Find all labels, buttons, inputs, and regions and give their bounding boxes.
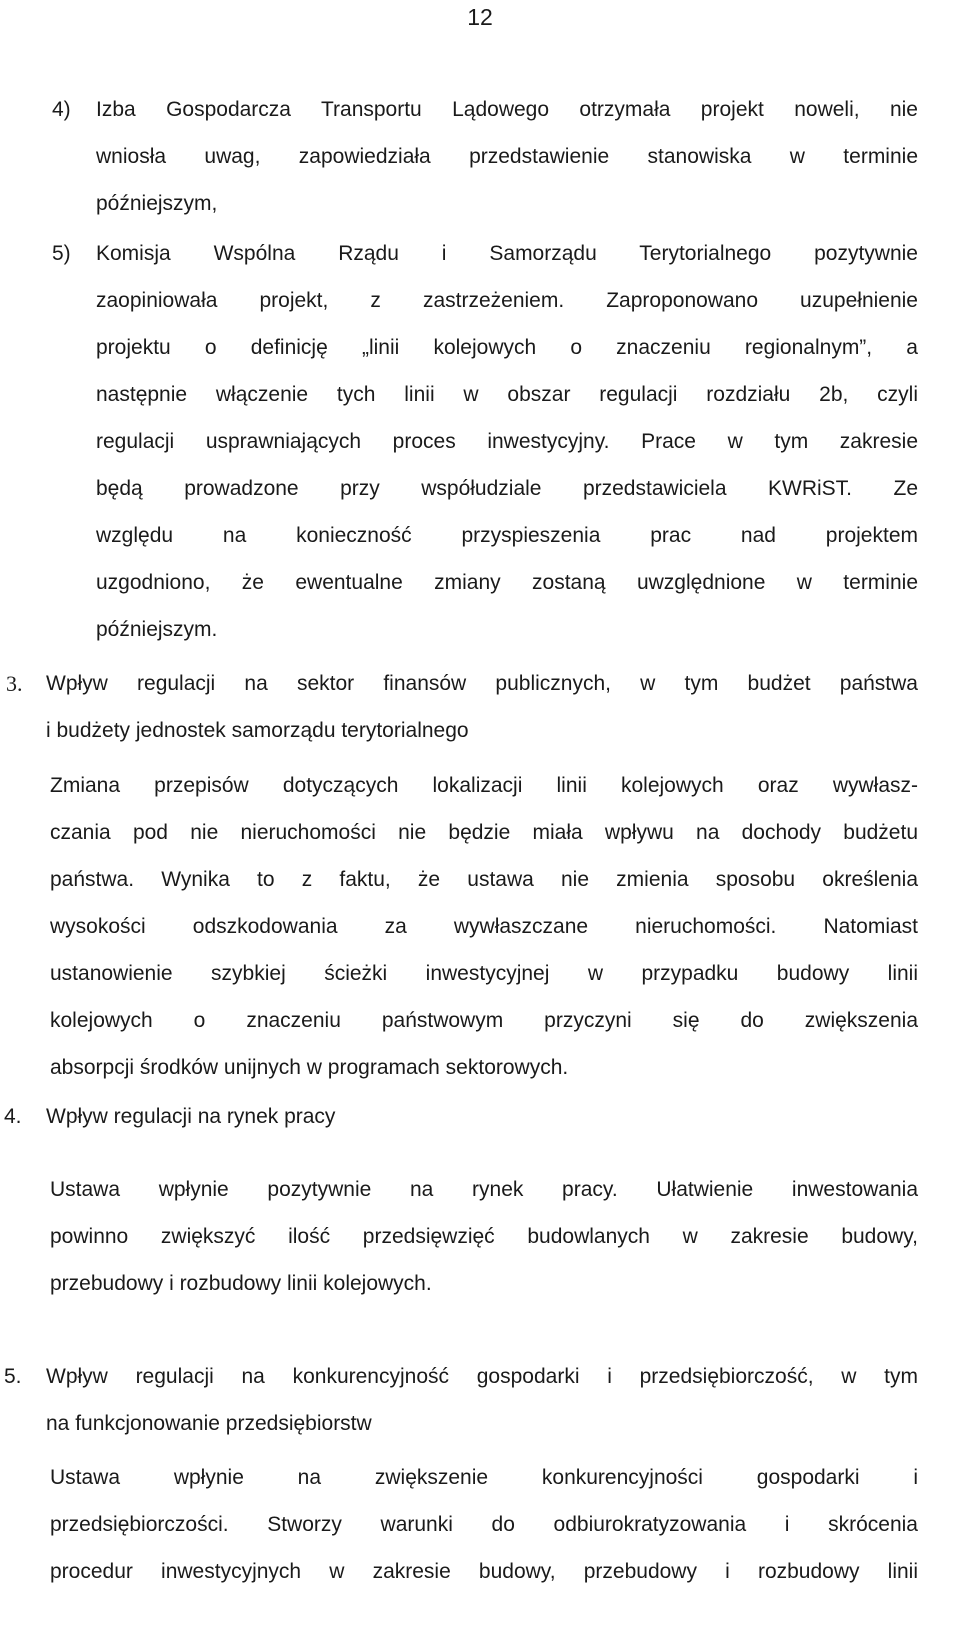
text-line: czania pod nie nieruchomości nie będzie miała wpływu na dochody budżetu bbox=[50, 821, 918, 844]
section-4-body bbox=[50, 1166, 918, 1307]
text-line: absorpcji środków unijnych w programach sektorowych. bbox=[50, 1056, 569, 1079]
heading-line: i budżety jednostek samorządu terytorialnego bbox=[46, 719, 469, 742]
section-3-heading bbox=[46, 660, 918, 754]
opinion-4-text bbox=[96, 86, 918, 227]
text-line: uzgodniono, że ewentualne zmiany zostaną uwzględnione w terminie bbox=[96, 571, 918, 594]
text-line: kolejowych o znaczeniu państwowym przyczyni się do zwiększenia bbox=[50, 1009, 918, 1032]
text-line: późniejszym. bbox=[96, 618, 218, 641]
heading-line: Wpływ regulacji na rynek pracy bbox=[46, 1105, 336, 1128]
text-line: przedsiębiorczości. Stworzy warunki do odbiurokratyzowania i skrócenia bbox=[50, 1513, 918, 1536]
text-line: procedur inwestycyjnych w zakresie budowy, przebudowy i rozbudowy linii bbox=[50, 1560, 918, 1583]
text-line: powinno zwiększyć ilość przedsięwzięć budowlanych w zakresie budowy, bbox=[50, 1225, 918, 1248]
text-line: Komisja Wspólna Rządu i Samorządu Terytorialnego pozytywnie bbox=[96, 242, 918, 265]
text-line: ustanowienie szybkiej ścieżki inwestycyjnej w przypadku budowy linii bbox=[50, 962, 918, 985]
opinion-number: 5) bbox=[52, 242, 71, 265]
section-5-body bbox=[50, 1454, 918, 1595]
page-number: 12 bbox=[467, 4, 493, 30]
text-line: zaopiniowała projekt, z zastrzeżeniem. Zaproponowano uzupełnienie bbox=[96, 289, 918, 312]
text-line: państwa. Wynika to z faktu, że ustawa nie zmienia sposobu określenia bbox=[50, 868, 918, 891]
text-line: projektu o definicję „linii kolejowych o znaczeniu regionalnym”, a bbox=[96, 336, 918, 359]
text-line: wniosła uwag, zapowiedziała przedstawienie stanowiska w terminie bbox=[96, 145, 918, 168]
section-4-heading bbox=[46, 1093, 918, 1140]
opinion-number: 4) bbox=[52, 98, 71, 121]
text-line: następnie włączenie tych linii w obszar regulacji rozdziału 2b, czyli bbox=[96, 383, 918, 406]
text-line: późniejszym, bbox=[96, 192, 218, 215]
heading-line: Wpływ regulacji na sektor finansów publicznych, w tym budżet państwa bbox=[46, 672, 918, 695]
text-line: Ustawa wpłynie pozytywnie na rynek pracy. Ułatwienie inwestowania bbox=[50, 1178, 918, 1201]
section-number: 3. bbox=[6, 671, 23, 696]
text-line: Zmiana przepisów dotyczących lokalizacji linii kolejowych oraz wywłasz- bbox=[50, 774, 918, 797]
section-5-heading bbox=[46, 1353, 918, 1447]
heading-line: Wpływ regulacji na konkurencyjność gospodarki i przedsiębiorczość, w tym bbox=[46, 1365, 918, 1388]
section-number: 4. bbox=[4, 1105, 22, 1128]
text-line: względu na konieczność przyspieszenia prac nad projektem bbox=[96, 524, 918, 547]
text-line: Izba Gospodarcza Transportu Lądowego otrzymała projekt noweli, nie bbox=[96, 98, 918, 121]
section-3-body bbox=[50, 762, 918, 1091]
opinion-5-text bbox=[96, 230, 918, 653]
text-line: przebudowy i rozbudowy linii kolejowych. bbox=[50, 1272, 432, 1295]
text-line: będą prowadzone przy współudziale przedstawiciela KWRiST. Ze bbox=[96, 477, 918, 500]
text-line: Ustawa wpłynie na zwiększenie konkurencyjności gospodarki i bbox=[50, 1466, 918, 1489]
text-line: regulacji usprawniających proces inwestycyjny. Prace w tym zakresie bbox=[96, 430, 918, 453]
section-number: 5. bbox=[4, 1365, 22, 1388]
heading-line: na funkcjonowanie przedsiębiorstw bbox=[46, 1412, 372, 1435]
text-line: wysokości odszkodowania za wywłaszczane nieruchomości. Natomiast bbox=[50, 915, 918, 938]
